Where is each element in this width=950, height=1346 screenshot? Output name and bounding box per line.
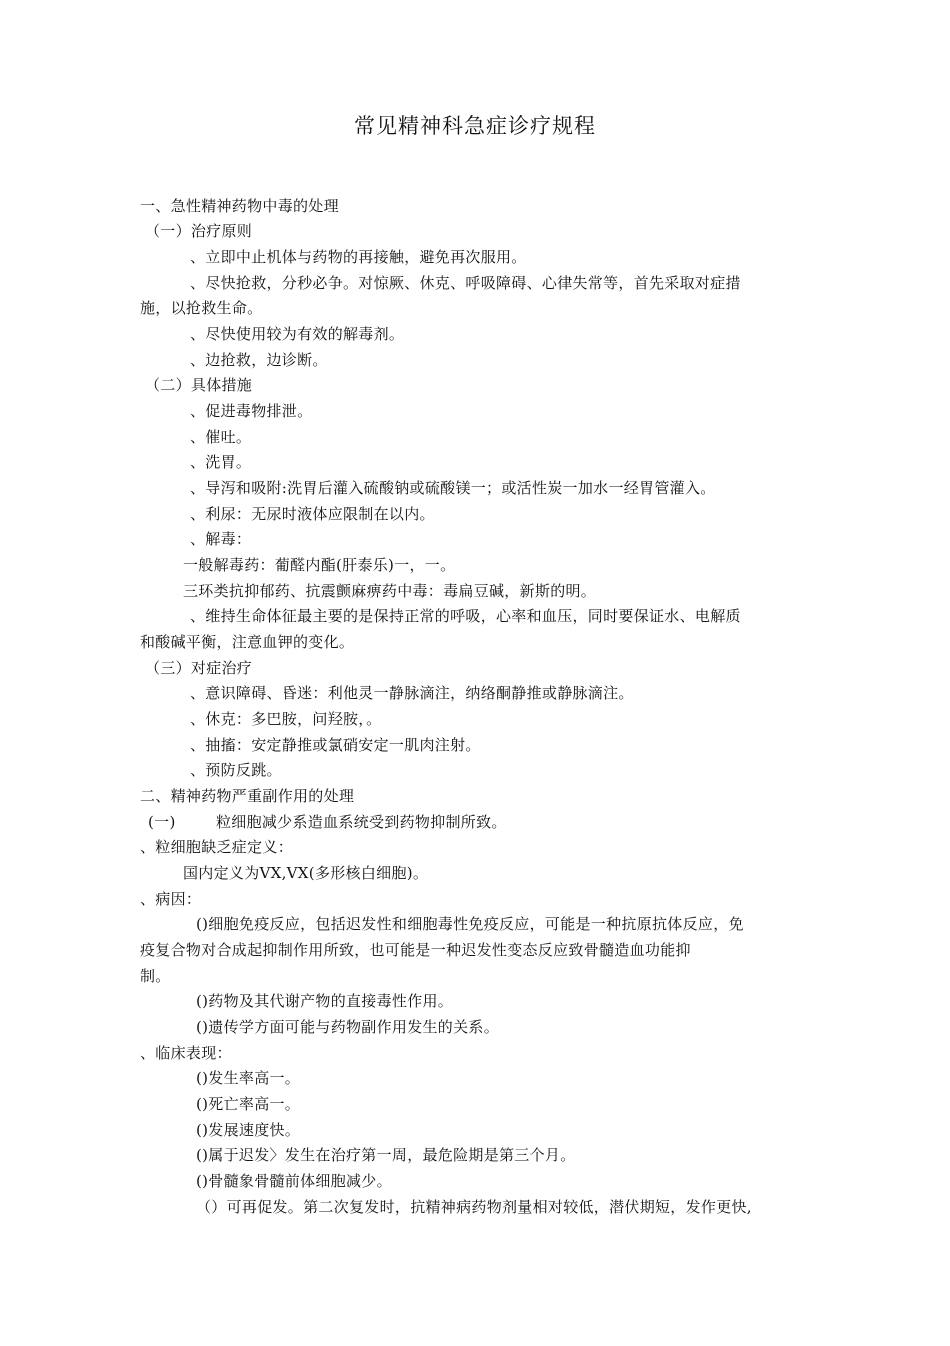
paragraph-line: 、休克：多巴胺，问羟胺，。 (190, 710, 382, 728)
paragraph-line: ()发生率高一。 (196, 1069, 301, 1087)
paragraph-line: 、利尿：无尿时液体应限制在以内。 (190, 505, 435, 523)
paragraph-line: 、预防反跳。 (190, 761, 282, 779)
paragraph-line: 一般解毒药：葡醛内酯(肝泰乐)一，一。 (183, 556, 456, 574)
paragraph-line: 、尽快使用较为有效的解毒剂。 (190, 325, 405, 343)
paragraph-line: 疫复合物对合成起抑制作用所致，也可能是一种迟发性变态反应致骨髓造血功能抑 (140, 941, 691, 959)
paragraph-line: ()遗传学方面可能与药物副作用发生的关系。 (196, 1018, 500, 1036)
paragraph-line: 、催吐。 (190, 428, 252, 446)
paragraph-line: 、边抢救，边诊断。 (190, 351, 328, 369)
subsection-number: (一) (148, 813, 176, 831)
paragraph-line: 、抽搐：安定静推或氯硝安定一肌肉注射。 (190, 736, 481, 754)
subsection-heading: （一）治疗原则 (145, 222, 253, 240)
section-heading: 二、精神药物严重副作用的处理 (140, 787, 355, 805)
paragraph-line: 、维持生命体征最主要的是保持正常的呼吸，心率和血压，同时要保证水、电解质 (190, 607, 741, 625)
paragraph-line: 、尽快抢救，分秒必争。对惊厥、休克、呼吸障碍、心律失常等，首先采取对症措 (190, 274, 741, 292)
paragraph-line: 三环类抗抑郁药、抗震颤麻痹药中毒：毒扁豆碱，新斯的明。 (183, 582, 597, 600)
subsection-heading: （三）对症治疗 (145, 659, 253, 677)
subsection-heading: （二）具体措施 (145, 376, 253, 394)
paragraph-line: 制。 (140, 967, 171, 985)
paragraph-line: ()细胞免疫反应，包括迟发性和细胞毒性免疫反应，可能是一种抗原抗体反应，免 (196, 915, 744, 933)
paragraph-line: ()死亡率高一。 (196, 1095, 301, 1113)
section-heading: 一、急性精神药物中毒的处理 (140, 197, 339, 215)
paragraph-line: 、临床表现： (140, 1044, 232, 1062)
paragraph-line: 国内定义为VX,VX(多形核白细胞)。 (183, 864, 429, 882)
subsection-heading: 粒细胞减少系造血系统受到药物抑制所致。 (216, 813, 507, 831)
paragraph-line: 、意识障碍、昏迷：利他灵一静脉滴注，纳络酮静推或静脉滴注。 (190, 684, 634, 702)
paragraph-line: 、导泻和吸附:洗胃后灌入硫酸钠或硫酸镁一；或活性炭一加水一经胃管灌入。 (190, 479, 716, 497)
paragraph-line: 、病因： (140, 890, 202, 908)
paragraph-line: 、促进毒物排泄。 (190, 402, 313, 420)
paragraph-line: 和酸碱平衡，注意血钾的变化。 (140, 633, 355, 651)
paragraph-line: 施，以抢救生命。 (140, 299, 263, 317)
paragraph-line: 、立即中止机体与药物的再接触，避免再次服用。 (190, 248, 527, 266)
paragraph-line: 、解毒： (190, 530, 252, 548)
paragraph-line: ()骨髓象骨髓前体细胞减少。 (196, 1172, 392, 1190)
paragraph-line: 、洗胃。 (190, 453, 252, 471)
document-title: 常见精神科急症诊疗规程 (354, 114, 596, 138)
paragraph-line: ()发展速度快。 (196, 1121, 301, 1139)
paragraph-line: ()属于迟发〉发生在治疗第一周，最危险期是第三个月。 (196, 1146, 576, 1164)
paragraph-line: ()药物及其代谢产物的直接毒性作用。 (196, 992, 454, 1010)
paragraph-line: （）可再促发。第二次复发时，抗精神病药物剂量相对较低，潜伏期短，发作更快, (196, 1198, 752, 1216)
paragraph-line: 、粒细胞缺乏症定义： (140, 838, 294, 856)
